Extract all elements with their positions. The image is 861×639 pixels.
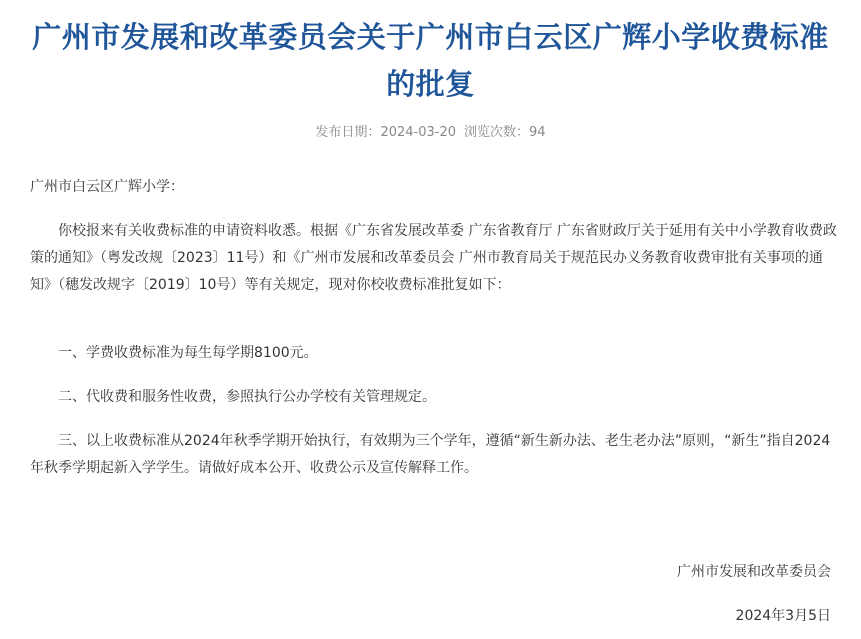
paragraph-basis: 你校报来有关收费标准的申请资料收悉。根据《广东省发展改革委 广东省教育厅 广东省财政厅关于延用有关中小学教育收费政策的通知》（粤发改规〔2023〕11号）和《广州市发展和改革委员会 广州市教育局关于规范民办义务教育收费审批有关事项的通知》（穗发改规字〔2019〕10号）等有关规定，现对你校收费标准批复如下： <box>30 223 837 293</box>
paragraph-item-1: 一、学费收费标准为每生每学期8100元。 <box>58 345 318 361</box>
paragraph-item-2: 二、代收费和服务性收费，参照执行公办学校有关管理规定。 <box>58 389 436 405</box>
salutation: 广州市白云区广辉小学： <box>30 179 184 195</box>
paragraph-item-3: 三、以上收费标准从2024年秋季学期开始执行，有效期为三个学年，遵循“新生新办法、老生老办法”原则，“新生”指自2024年秋季学期起新入学学生。请做好成本公开、收费公示及宣传解释工作。 <box>30 433 831 476</box>
views-label: 浏览次数： <box>464 125 530 140</box>
page-title: 广州市发展和改革委员会关于广州市白云区广辉小学收费标准的批复 <box>32 20 829 101</box>
views-count: 94 <box>529 125 546 140</box>
signature-date: 2024年3月5日 <box>735 608 831 624</box>
publish-date-label: 发布日期： <box>315 125 381 140</box>
article-meta <box>0 124 861 142</box>
publish-date: 2024-03-20 <box>380 125 456 140</box>
signature-org: 广州市发展和改革委员会 <box>677 564 831 580</box>
